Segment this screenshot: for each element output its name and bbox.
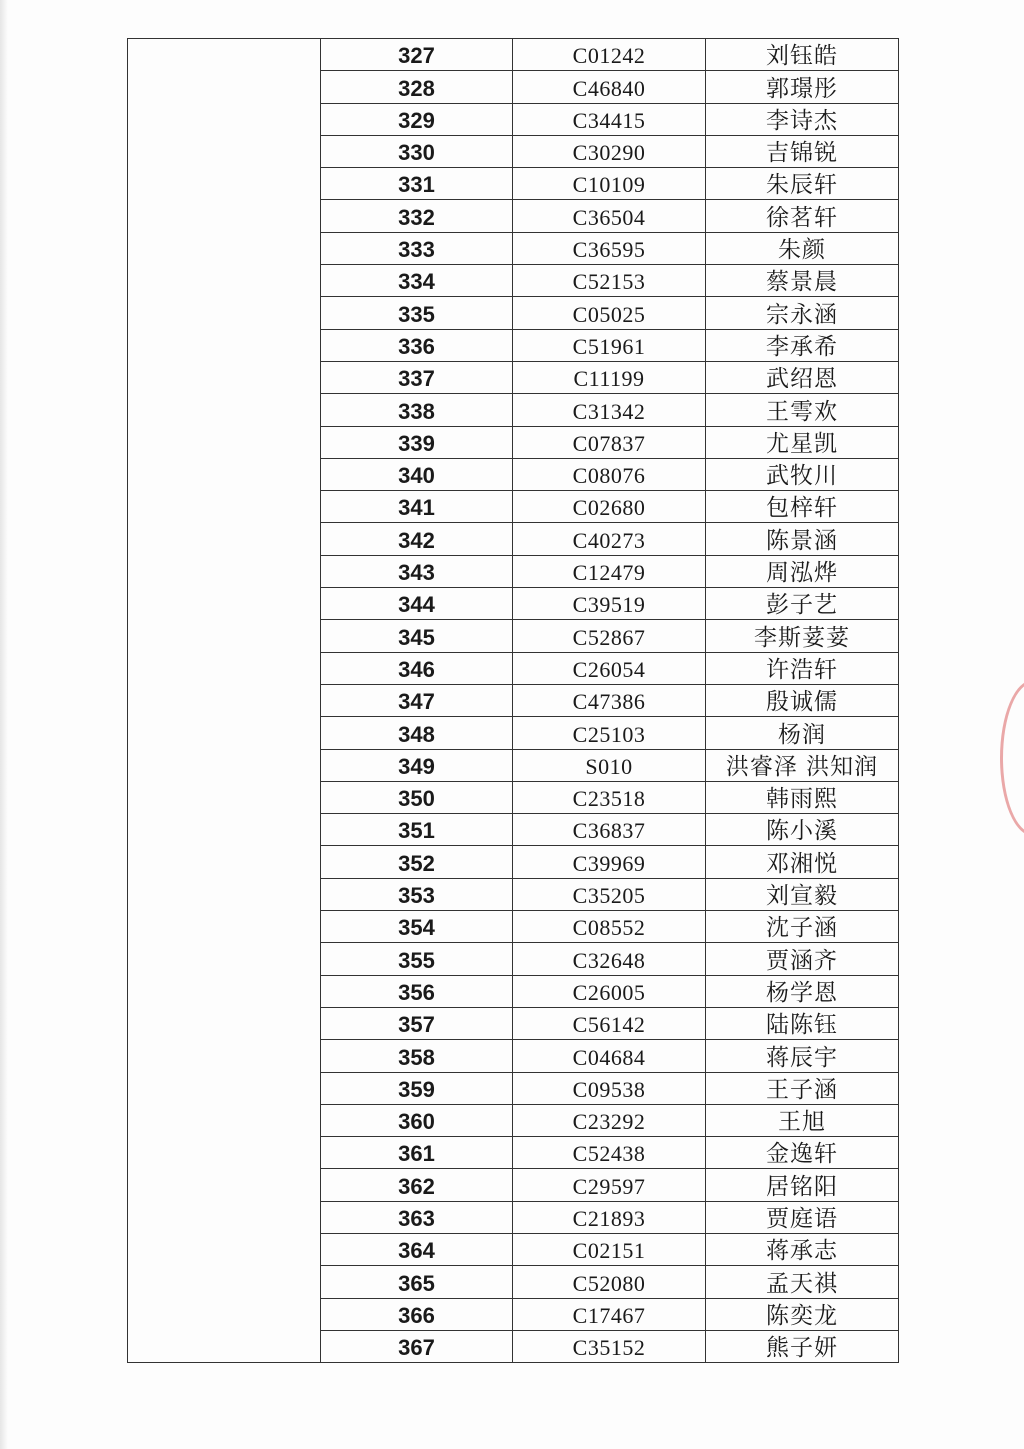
row-number: 347	[321, 684, 513, 716]
row-number: 357	[321, 1007, 513, 1039]
person-name: 许浩轩	[706, 652, 899, 684]
person-name: 李诗杰	[706, 103, 899, 135]
registration-code: C26054	[513, 652, 706, 684]
row-number: 334	[321, 265, 513, 297]
person-name: 洪睿泽 洪知润	[706, 749, 899, 781]
person-name: 蒋承志	[706, 1233, 899, 1265]
row-number: 338	[321, 394, 513, 426]
person-name: 贾涵齐	[706, 943, 899, 975]
registration-code: C04684	[513, 1040, 706, 1072]
registration-code: C29597	[513, 1169, 706, 1201]
row-number: 350	[321, 781, 513, 813]
person-name: 杨学恩	[706, 975, 899, 1007]
row-number: 355	[321, 943, 513, 975]
registration-code: C17467	[513, 1298, 706, 1330]
registration-code: C11199	[513, 361, 706, 393]
row-number: 365	[321, 1266, 513, 1298]
row-number: 356	[321, 975, 513, 1007]
person-name: 朱颜	[706, 232, 899, 264]
row-number: 328	[321, 71, 513, 103]
row-number: 358	[321, 1040, 513, 1072]
row-number: 351	[321, 814, 513, 846]
row-number: 363	[321, 1201, 513, 1233]
row-number: 348	[321, 717, 513, 749]
registration-code: C35205	[513, 878, 706, 910]
person-name: 李斯荽荽	[706, 620, 899, 652]
person-name: 蔡景晨	[706, 265, 899, 297]
person-name: 陆陈钰	[706, 1007, 899, 1039]
registration-code: C32648	[513, 943, 706, 975]
registration-code: C52438	[513, 1137, 706, 1169]
row-number: 353	[321, 878, 513, 910]
roster-body	[128, 39, 899, 1363]
registration-code: C40273	[513, 523, 706, 555]
registration-code: C31342	[513, 394, 706, 426]
row-number: 360	[321, 1104, 513, 1136]
group-cell	[128, 39, 321, 1363]
registration-code: C36595	[513, 232, 706, 264]
row-number: 345	[321, 620, 513, 652]
person-name: 居铭阳	[706, 1169, 899, 1201]
person-name: 刘钰皓	[706, 39, 899, 71]
scan-edge	[0, 0, 8, 1449]
row-number: 329	[321, 103, 513, 135]
person-name: 刘宣毅	[706, 878, 899, 910]
person-name: 周泓烨	[706, 555, 899, 587]
row-number: 352	[321, 846, 513, 878]
registration-code: C52153	[513, 265, 706, 297]
registration-code: S010	[513, 749, 706, 781]
registration-code: C47386	[513, 684, 706, 716]
registration-code: C10109	[513, 168, 706, 200]
row-number: 342	[321, 523, 513, 555]
registration-code: C25103	[513, 717, 706, 749]
registration-code: C51961	[513, 329, 706, 361]
row-number: 366	[321, 1298, 513, 1330]
person-name: 朱辰轩	[706, 168, 899, 200]
registration-code: C56142	[513, 1007, 706, 1039]
person-name: 贾庭语	[706, 1201, 899, 1233]
person-name: 杨润	[706, 717, 899, 749]
person-name: 吉锦锐	[706, 135, 899, 167]
person-name: 宗永涵	[706, 297, 899, 329]
registration-code: C23518	[513, 781, 706, 813]
person-name: 陈奕龙	[706, 1298, 899, 1330]
person-name: 韩雨熙	[706, 781, 899, 813]
person-name: 邓湘悦	[706, 846, 899, 878]
row-number: 339	[321, 426, 513, 458]
row-number: 359	[321, 1072, 513, 1104]
registration-code: C36837	[513, 814, 706, 846]
registration-code: C39519	[513, 588, 706, 620]
row-number: 362	[321, 1169, 513, 1201]
row-number: 336	[321, 329, 513, 361]
registration-code: C01242	[513, 39, 706, 71]
row-number: 349	[321, 749, 513, 781]
registration-code: C08076	[513, 458, 706, 490]
row-number: 346	[321, 652, 513, 684]
row-number: 361	[321, 1137, 513, 1169]
registration-code: C07837	[513, 426, 706, 458]
person-name: 王雩欢	[706, 394, 899, 426]
registration-code: C05025	[513, 297, 706, 329]
row-number: 367	[321, 1330, 513, 1362]
registration-code: C52867	[513, 620, 706, 652]
registration-code: C21893	[513, 1201, 706, 1233]
row-number: 337	[321, 361, 513, 393]
row-number: 335	[321, 297, 513, 329]
row-number: 344	[321, 588, 513, 620]
person-name: 陈景涵	[706, 523, 899, 555]
row-number: 341	[321, 491, 513, 523]
person-name: 李承希	[706, 329, 899, 361]
person-name: 熊子妍	[706, 1330, 899, 1362]
row-number: 333	[321, 232, 513, 264]
registration-code: C02680	[513, 491, 706, 523]
table-row	[128, 39, 899, 71]
person-name: 孟天祺	[706, 1266, 899, 1298]
person-name: 彭子艺	[706, 588, 899, 620]
person-name: 郭璟彤	[706, 71, 899, 103]
person-name: 武绍恩	[706, 361, 899, 393]
person-name: 武牧川	[706, 458, 899, 490]
registration-code: C23292	[513, 1104, 706, 1136]
person-name: 包梓轩	[706, 491, 899, 523]
row-number: 331	[321, 168, 513, 200]
row-number: 332	[321, 200, 513, 232]
person-name: 尤星凯	[706, 426, 899, 458]
registration-code: C26005	[513, 975, 706, 1007]
registration-code: C46840	[513, 71, 706, 103]
red-seal-stamp	[1000, 680, 1024, 836]
registration-code: C36504	[513, 200, 706, 232]
row-number: 343	[321, 555, 513, 587]
person-name: 王子涵	[706, 1072, 899, 1104]
row-number: 354	[321, 911, 513, 943]
row-number: 327	[321, 39, 513, 71]
roster-table	[127, 38, 899, 1363]
person-name: 蒋辰宇	[706, 1040, 899, 1072]
person-name: 沈子涵	[706, 911, 899, 943]
registration-code: C35152	[513, 1330, 706, 1362]
registration-code: C39969	[513, 846, 706, 878]
registration-code: C30290	[513, 135, 706, 167]
row-number: 364	[321, 1233, 513, 1265]
person-name: 殷诚儒	[706, 684, 899, 716]
registration-code: C02151	[513, 1233, 706, 1265]
registration-code: C12479	[513, 555, 706, 587]
registration-code: C09538	[513, 1072, 706, 1104]
registration-code: C52080	[513, 1266, 706, 1298]
row-number: 330	[321, 135, 513, 167]
person-name: 王旭	[706, 1104, 899, 1136]
row-number: 340	[321, 458, 513, 490]
person-name: 徐茗轩	[706, 200, 899, 232]
person-name: 金逸轩	[706, 1137, 899, 1169]
person-name: 陈小溪	[706, 814, 899, 846]
registration-code: C34415	[513, 103, 706, 135]
registration-code: C08552	[513, 911, 706, 943]
